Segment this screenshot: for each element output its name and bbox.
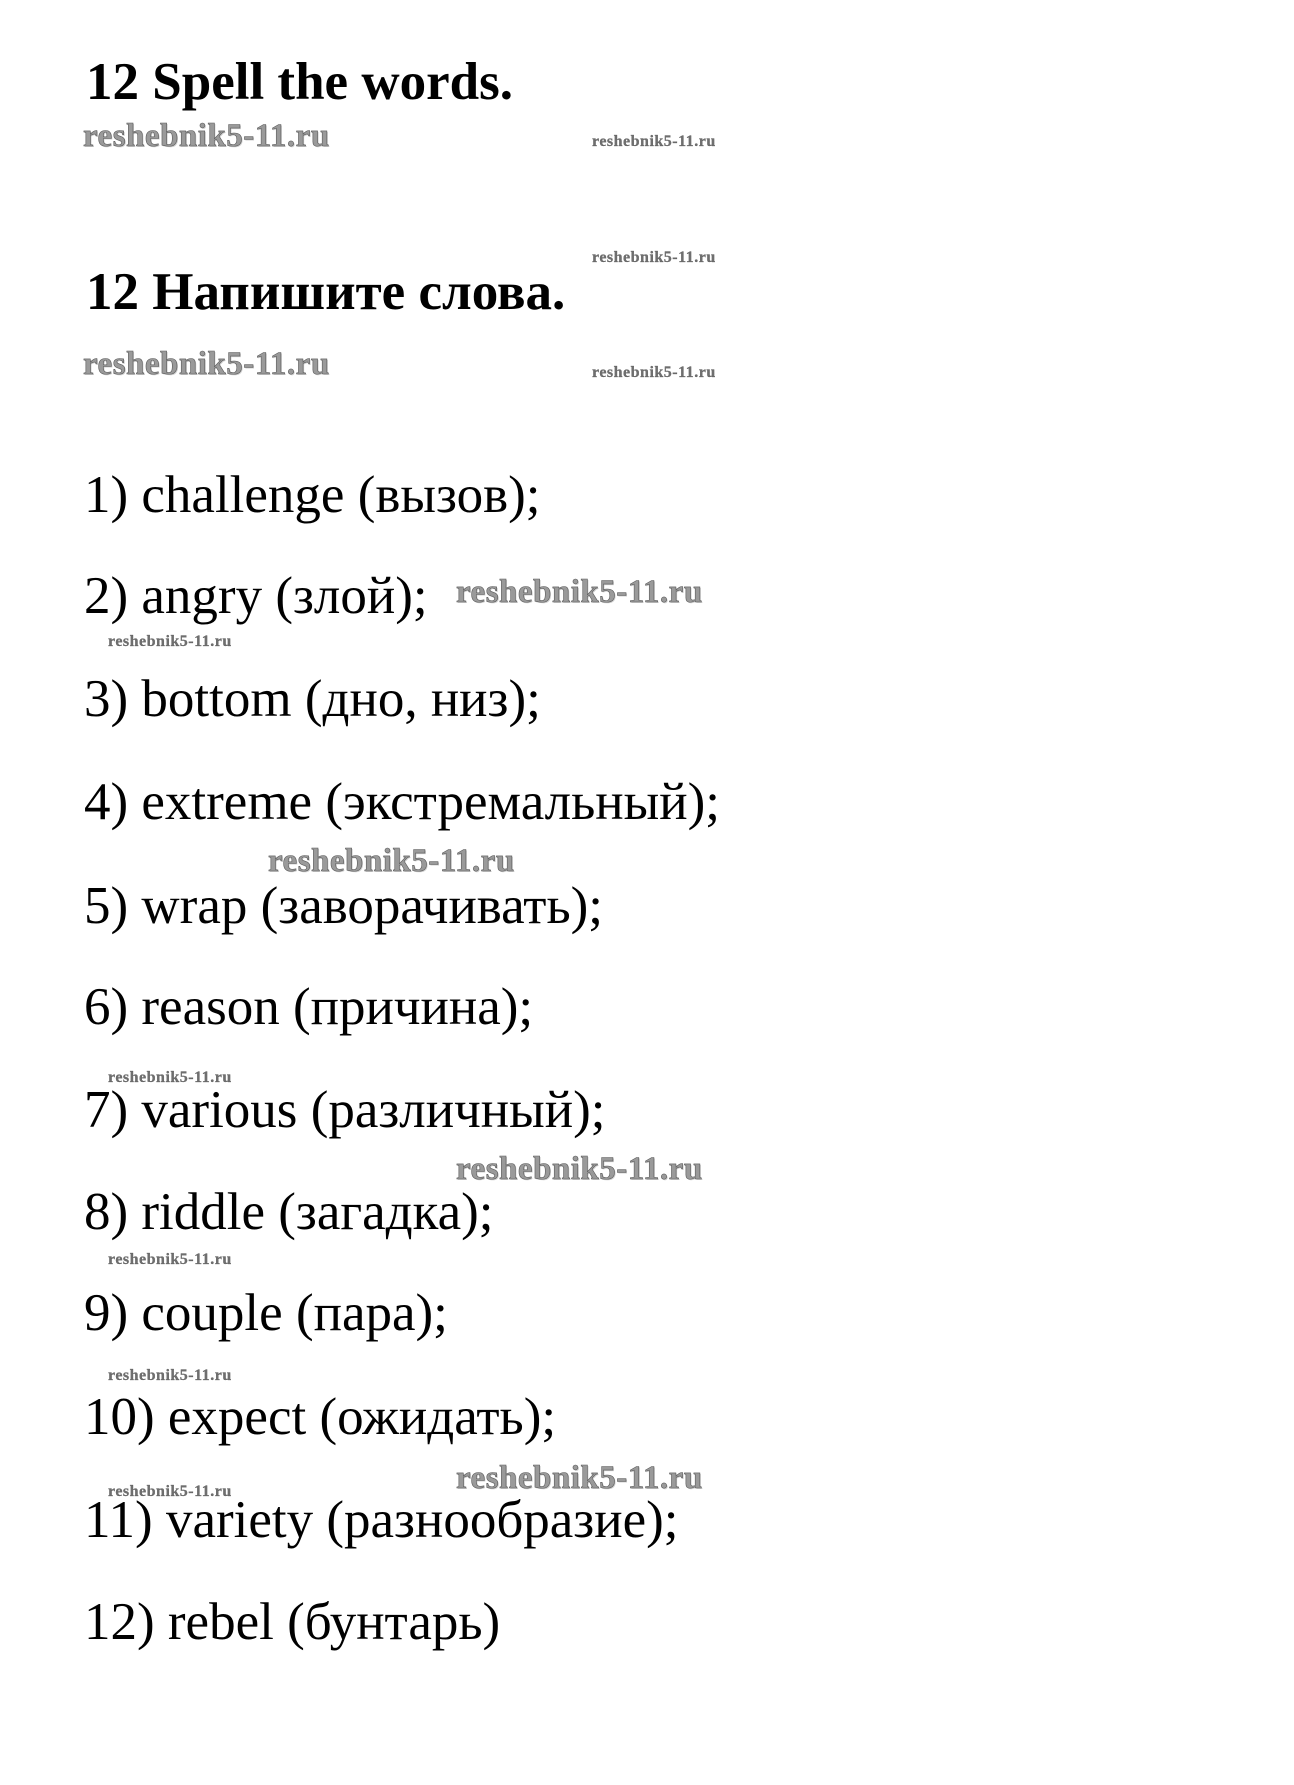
answer-item bbox=[84, 566, 428, 626]
answer-item bbox=[84, 977, 533, 1037]
answer-word: reason bbox=[141, 978, 280, 1036]
watermark: reshebnik5-11.ru bbox=[108, 1367, 232, 1384]
answer-translation: (дно, низ); bbox=[304, 670, 541, 728]
watermark: reshebnik5-11.ru bbox=[592, 364, 716, 381]
answer-item bbox=[84, 669, 541, 729]
answer-translation: (вызов); bbox=[357, 466, 541, 524]
answer-word: wrap bbox=[141, 877, 248, 935]
watermark: reshebnik5-11.ru bbox=[108, 633, 232, 650]
answer-number: 3) bbox=[84, 670, 129, 728]
answer-number: 10) bbox=[84, 1388, 155, 1446]
answer-translation: (ожидать); bbox=[319, 1388, 557, 1446]
answer-number: 7) bbox=[84, 1081, 129, 1139]
answer-word: angry bbox=[141, 567, 263, 625]
answer-number: 12) bbox=[84, 1593, 155, 1651]
watermark: reshebnik5-11.ru bbox=[108, 1069, 232, 1086]
task-heading-english: 12 Spell the words. bbox=[86, 53, 513, 111]
answer-translation: (причина); bbox=[292, 978, 534, 1036]
answer-word: various bbox=[141, 1081, 298, 1139]
watermark: reshebnik5-11.ru bbox=[456, 1460, 703, 1496]
answer-number: 4) bbox=[84, 773, 129, 831]
answer-translation: (пара); bbox=[295, 1284, 448, 1342]
answer-number: 1) bbox=[84, 466, 129, 524]
answer-item bbox=[84, 1182, 493, 1242]
answer-translation: (экстремальный); bbox=[325, 773, 721, 831]
answer-number: 9) bbox=[84, 1284, 129, 1342]
watermark: reshebnik5-11.ru bbox=[108, 1483, 232, 1500]
answer-word: variety bbox=[165, 1491, 314, 1549]
answer-item bbox=[84, 876, 603, 936]
answer-translation: (заворачивать); bbox=[260, 877, 603, 935]
answer-translation: (разнообразие); bbox=[326, 1491, 679, 1549]
answer-word: bottom bbox=[141, 670, 292, 728]
answer-item bbox=[84, 772, 720, 832]
answer-number: 11) bbox=[84, 1491, 153, 1549]
watermark: reshebnik5-11.ru bbox=[83, 118, 330, 154]
answer-number: 5) bbox=[84, 877, 129, 935]
answer-word: couple bbox=[141, 1284, 283, 1342]
answer-word: expect bbox=[167, 1388, 307, 1446]
watermark: reshebnik5-11.ru bbox=[592, 249, 716, 266]
answer-translation: (злой); bbox=[275, 567, 428, 625]
answer-item bbox=[84, 1387, 556, 1447]
answer-word: rebel bbox=[167, 1593, 274, 1651]
answer-number: 6) bbox=[84, 978, 129, 1036]
watermark: reshebnik5-11.ru bbox=[592, 133, 716, 150]
answer-word: challenge bbox=[141, 466, 345, 524]
answer-number: 2) bbox=[84, 567, 129, 625]
answer-translation: (различный); bbox=[310, 1081, 606, 1139]
answer-word: extreme bbox=[141, 773, 313, 831]
answer-item bbox=[84, 1080, 605, 1140]
task-heading-russian: 12 Напишите слова. bbox=[86, 263, 566, 321]
watermark: reshebnik5-11.ru bbox=[268, 843, 515, 879]
answer-word: riddle bbox=[141, 1183, 266, 1241]
answer-item bbox=[84, 1592, 500, 1652]
answer-number: 8) bbox=[84, 1183, 129, 1241]
answer-translation: (бунтарь) bbox=[287, 1593, 501, 1651]
watermark: reshebnik5-11.ru bbox=[108, 1251, 232, 1268]
watermark: reshebnik5-11.ru bbox=[456, 1151, 703, 1187]
answer-translation: (загадка); bbox=[278, 1183, 494, 1241]
watermark: reshebnik5-11.ru bbox=[456, 574, 703, 610]
answer-item bbox=[84, 1283, 448, 1343]
watermark: reshebnik5-11.ru bbox=[83, 346, 330, 382]
answer-item bbox=[84, 465, 541, 525]
